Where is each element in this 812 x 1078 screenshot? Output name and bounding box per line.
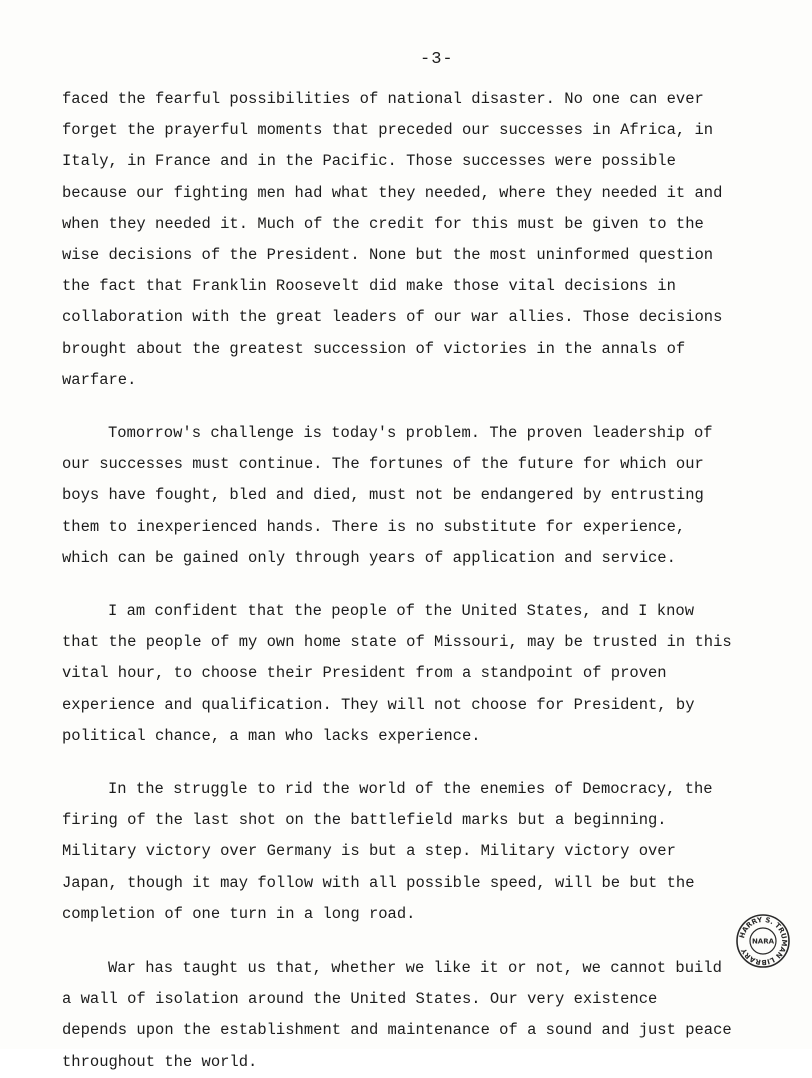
svg-text:NARA: NARA [751, 937, 775, 946]
text-line: that the people of my own home state of Missouri, may be trusted in this [62, 633, 732, 652]
text-line: them to inexperienced hands. There is no substitute for experience, [62, 517, 686, 536]
text-line: vital hour, to choose their President from a standpoint of proven [62, 664, 667, 683]
page-number: -3- [420, 50, 454, 69]
text-line: Japan, though it may follow with all possible speed, will be but the [62, 873, 695, 892]
text-line: Tomorrow's challenge is today's problem. The proven leadership of [108, 424, 713, 443]
text-line: our successes must continue. The fortunes of the future for which our [62, 455, 704, 474]
text-line: collaboration with the great leaders of our war allies. Those decisions [62, 308, 723, 327]
svg-text:HARRY S. TRUMAN LIBRARY: HARRY S. TRUMAN LIBRARY [738, 915, 789, 967]
text-line: brought about the greatest succession of victories in the annals of [62, 339, 686, 358]
text-line: warfare. [62, 370, 137, 389]
text-line: wise decisions of the President. None but the most uninformed question [62, 246, 714, 265]
text-line: when they needed it. Much of the credit for this must be given to the [62, 214, 704, 233]
text-line: throughout the world. [62, 1052, 258, 1071]
paragraph-5 [62, 953, 762, 1078]
text-line: firing of the last shot on the battlefield marks but a beginning. [62, 811, 667, 830]
text-line: War has taught us that, whether we like it or not, we cannot build [108, 959, 722, 978]
paragraph-2 [62, 418, 762, 574]
text-line: I am confident that the people of the United States, and I know [108, 602, 694, 621]
text-line: which can be gained only through years of application and service. [62, 548, 676, 567]
text-line: completion of one turn in a long road. [62, 904, 416, 923]
paragraph-3 [62, 596, 762, 752]
text-line: boys have fought, bled and died, must not be endangered by entrusting [62, 486, 704, 505]
paragraph-4 [62, 774, 762, 930]
paragraph-gap [62, 930, 762, 953]
paragraph-gap [62, 752, 762, 774]
paragraph-gap [62, 396, 762, 418]
text-line: a wall of isolation around the United States. Our very existence [62, 990, 658, 1009]
text-line: Italy, in France and in the Pacific. Those successes were possible [62, 152, 676, 171]
document-body [62, 84, 762, 1078]
paragraph-gap [62, 574, 762, 596]
text-line: the fact that Franklin Roosevelt did make those vital decisions in [62, 277, 676, 296]
text-line: forget the prayerful moments that preceded our successes in Africa, in [62, 121, 714, 140]
archive-stamp-icon [735, 913, 791, 969]
paragraph-1 [62, 84, 762, 396]
text-line: Military victory over Germany is but a step. Military victory over [62, 842, 676, 861]
text-line: political chance, a man who lacks experience. [62, 726, 481, 745]
text-line: depends upon the establishment and maintenance of a sound and just peace [62, 1021, 732, 1040]
text-line: experience and qualification. They will not choose for President, by [62, 695, 695, 714]
text-line: because our fighting men had what they needed, where they needed it and [62, 183, 723, 202]
text-line: In the struggle to rid the world of the enemies of Democracy, the [108, 780, 713, 799]
text-line: faced the fearful possibilities of national disaster. No one can ever [62, 90, 704, 108]
